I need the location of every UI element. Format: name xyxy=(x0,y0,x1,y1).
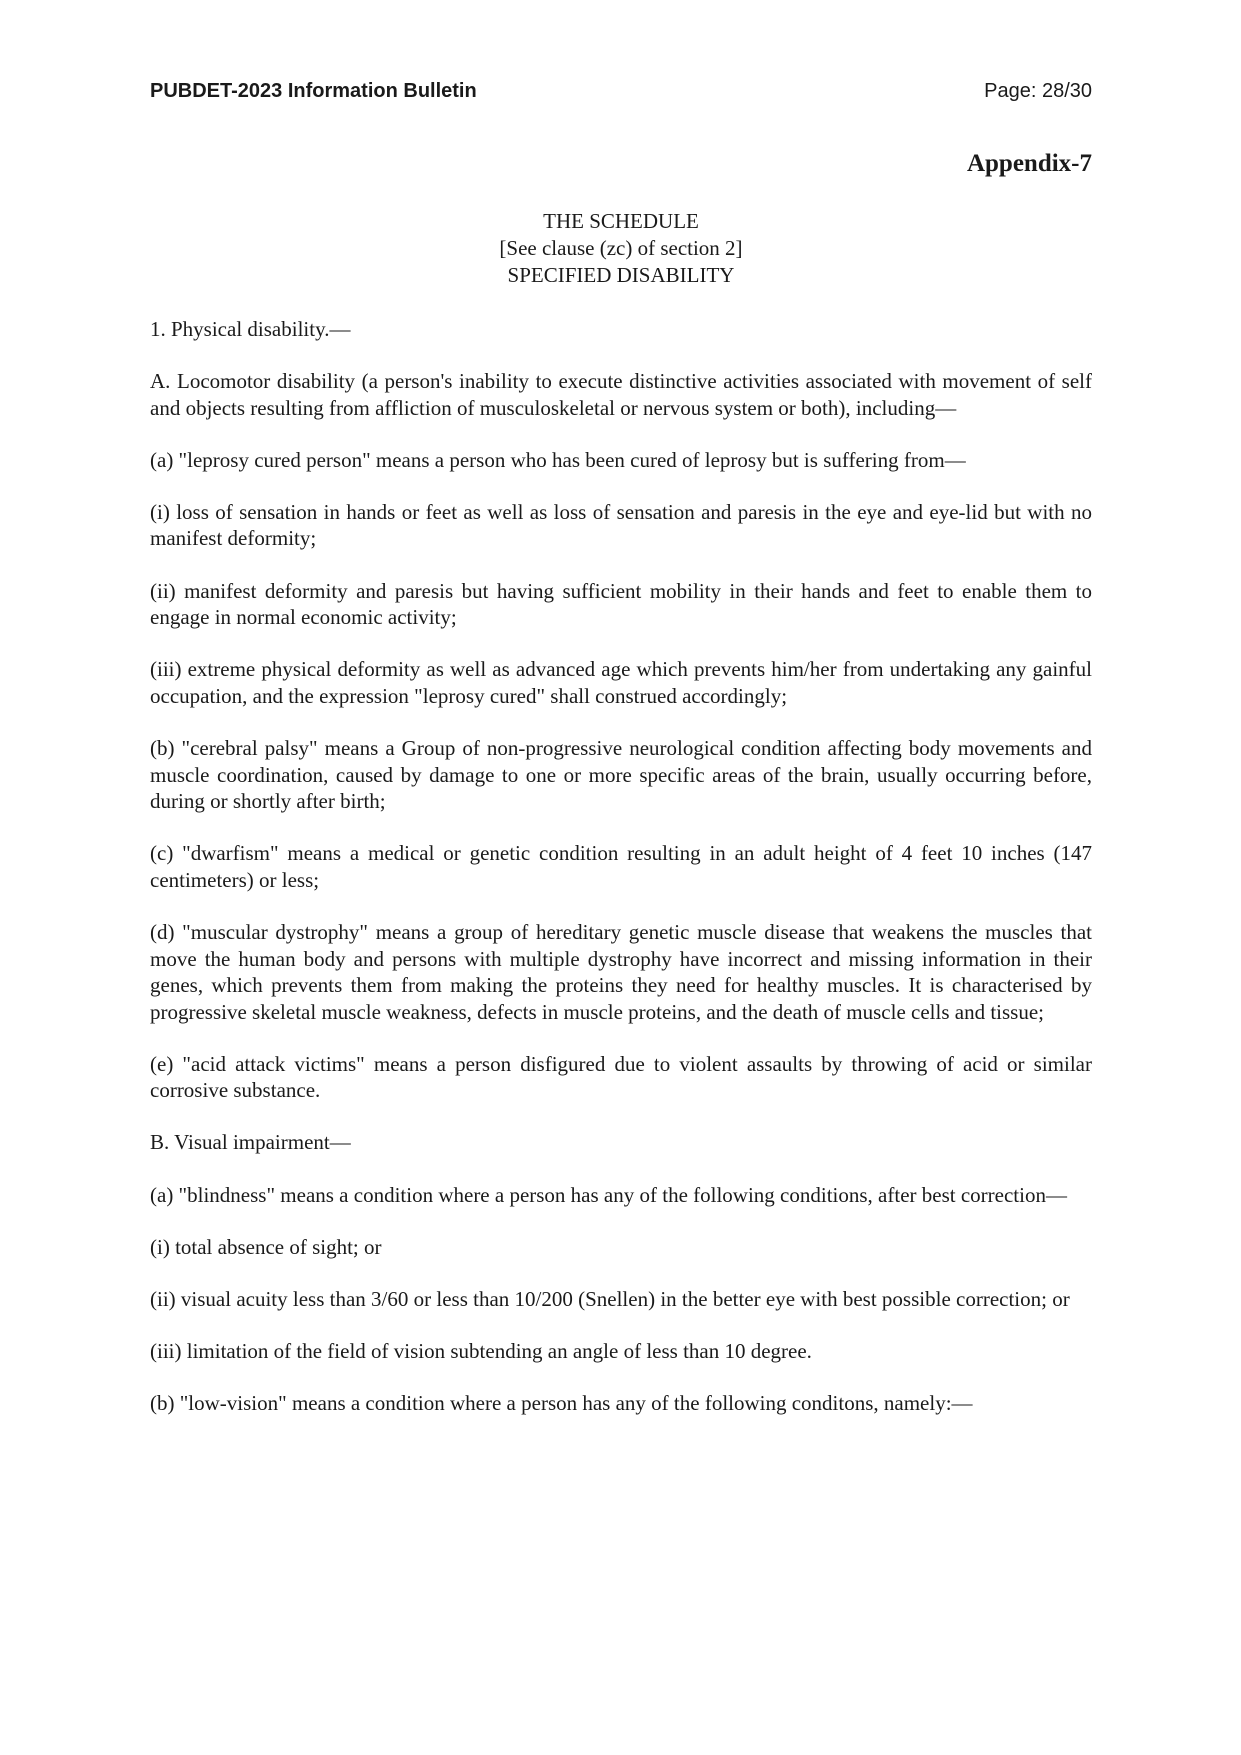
paragraph-dwarfism: (c) "dwarfism" means a medical or genetic condition resulting in an adult height of 4 feet 10 inches (147 centimeters) or less; xyxy=(150,841,1092,892)
section-heading-physical-disability: 1. Physical disability.— xyxy=(150,317,351,341)
schedule-title: THE SCHEDULE xyxy=(543,209,699,233)
paragraph-leprosy-iii: (iii) extreme physical deformity as well as advanced age which prevents him/her from undertaking any gainful occupation, and the expression "leprosy cured" shall construed accordingly; xyxy=(150,657,1092,708)
schedule-subtitle: SPECIFIED DISABILITY xyxy=(507,263,735,287)
paragraph-muscular-dystrophy: (d) "muscular dystrophy" means a group of hereditary genetic muscle disease that weakens the muscles that move the human body and persons with multiple dystrophy have incorrect and missing information in their genes, which prevents them from making the proteins they need for healthy muscles. It is characterised by progressive skeletal muscle weakness, defects in muscle proteins, and the death of muscle cells and tissue; xyxy=(150,919,1092,1024)
paragraph-low-vision: (b) "low-vision" means a condition where a person has any of the following conditons, namely:— xyxy=(150,1390,973,1415)
schedule-reference: [See clause (zc) of section 2] xyxy=(499,236,743,260)
paragraph-locomotor-disability: A. Locomotor disability (a person's inability to execute distinctive activities associated with movement of self and objects resulting from affliction of musculoskeletal or nervous system or both), including— xyxy=(150,369,1092,420)
paragraph-cerebral-palsy: (b) "cerebral palsy" means a Group of non-progressive neurological condition affecting body movements and muscle coordination, caused by damage to one or more specific areas of the brain, usually occurring before, during or shortly after birth; xyxy=(150,735,1092,814)
paragraph-blindness-iii: (iii) limitation of the field of vision subtending an angle of less than 10 degree. xyxy=(150,1338,812,1363)
page-number: Page: 28/30 xyxy=(984,80,1092,102)
appendix-heading: Appendix-7 xyxy=(966,150,1092,177)
paragraph-leprosy-ii: (ii) manifest deformity and paresis but having sufficient mobility in their hands and feet to enable them to engage in normal economic activity; xyxy=(150,578,1092,630)
paragraph-blindness-i: (i) total absence of sight; or xyxy=(150,1234,382,1259)
paragraph-leprosy-i: (i) loss of sensation in hands or feet as well as loss of sensation and paresis in the eye and eye-lid but with no manifest deformity; xyxy=(150,499,1092,551)
page-header xyxy=(150,80,1092,108)
section-heading-visual-impairment: B. Visual impairment— xyxy=(150,1130,351,1155)
paragraph-leprosy-cured: (a) "leprosy cured person" means a person who has been cured of leprosy but is suffering from— xyxy=(150,447,966,472)
paragraph-blindness-ii: (ii) visual acuity less than 3/60 or less than 10/200 (Snellen) in the better eye with best possible correction; or xyxy=(150,1286,1070,1311)
paragraph-blindness: (a) "blindness" means a condition where a person has any of the following conditions, after best correction— xyxy=(150,1182,1067,1207)
bulletin-title: PUBDET-2023 Information Bulletin xyxy=(150,80,477,102)
schedule-heading xyxy=(150,208,1092,289)
paragraph-acid-attack: (e) "acid attack victims" means a person disfigured due to violent assaults by throwing of acid or similar corrosive substance. xyxy=(150,1051,1092,1103)
document-body xyxy=(150,316,1092,1442)
